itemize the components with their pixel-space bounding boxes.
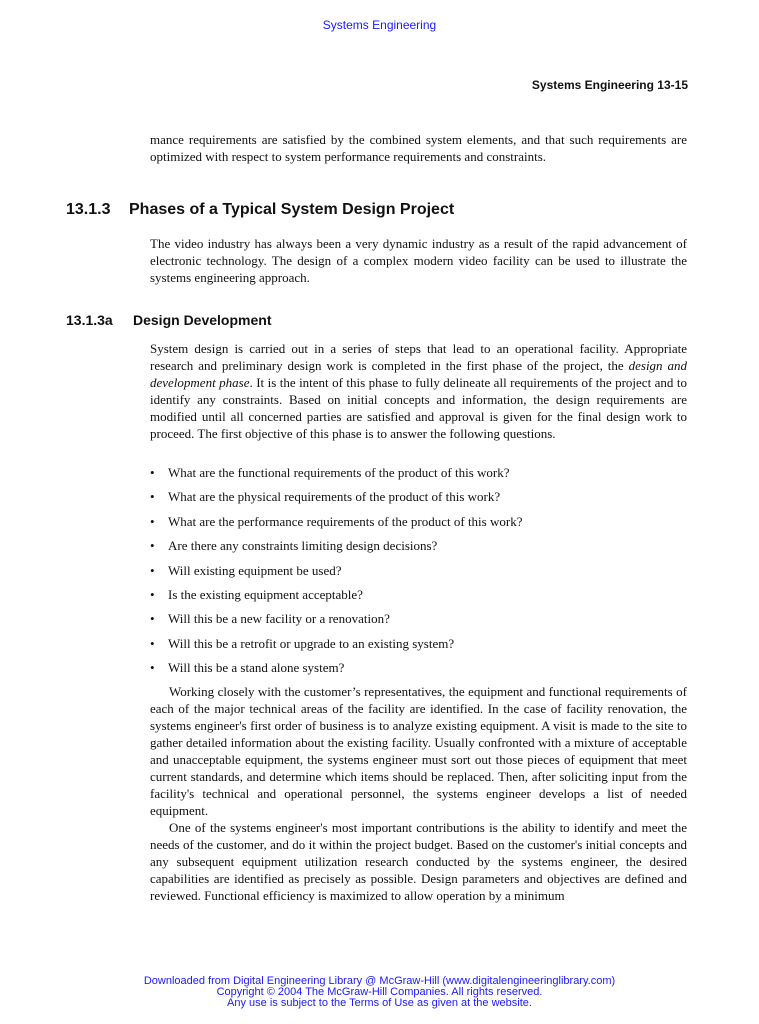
list-item xyxy=(150,513,687,537)
list-item-text: Will this be a stand alone system? xyxy=(168,660,345,676)
para-after-italic: . It is the intent of this phase to fully delineate all requirements of the project and to identify any constraints. Based on initial concepts and information, the design requirements are modified until all concerned parties are satisfied and approval is given for the final design work to proceed. The first objective of this phase is to answer the following questions. xyxy=(150,375,687,441)
list-item-text: Will existing equipment be used? xyxy=(168,562,342,578)
bullet-icon: • xyxy=(150,635,155,651)
list-item-text: What are the performance requirements of the product of this work? xyxy=(168,513,523,529)
subsection-title: Design Development xyxy=(133,312,272,328)
footer-download-link[interactable]: Downloaded from Digital Engineering Library @ McGraw-Hill (www.digitalengineeringlibrary.com) xyxy=(143,975,616,987)
bullet-icon: • xyxy=(150,611,155,627)
footer xyxy=(0,976,759,1009)
bullet-icon: • xyxy=(150,586,155,602)
list-item xyxy=(150,488,687,512)
section-title: Phases of a Typical System Design Project xyxy=(129,201,455,218)
bullet-icon: • xyxy=(150,538,155,554)
contributions-paragraph: One of the systems engineer's most important contributions is the ability to identify and meet the needs of the customer, and do it within the project budget. Based on the customer's initial concepts and any subsequent equipment utilization research conducted by the systems engineer, the desired capabilities are identified as precisely as possible. Design parameters and objectives are defined and reviewed. Functional efficiency is maximized to allow operation by a minimum xyxy=(150,820,687,903)
continuation-paragraph xyxy=(150,131,687,165)
list-item xyxy=(150,610,687,634)
section-paragraph-text: The video industry has always been a very dynamic industry as a result of the rapid advancement of electronic technology. The design of a complex modern video facility can be used to illustrate the systems engineering approach. xyxy=(150,236,687,285)
bullet-icon: • xyxy=(150,513,155,529)
subsection-heading xyxy=(66,312,271,328)
bullet-icon: • xyxy=(150,660,155,676)
list-item-text: Will this be a new facility or a renovation? xyxy=(168,611,390,627)
list-item xyxy=(150,659,687,683)
list-item xyxy=(150,464,687,488)
list-item xyxy=(150,537,687,561)
running-head: Systems Engineering 13-15 xyxy=(531,78,688,92)
subsection-number: 13.1.3a xyxy=(66,312,113,328)
para-before-italic: System design is carried out in a series of steps that lead to an operational facility. Appropriate research and preliminary design work is completed in the first phase of the project, the xyxy=(150,341,687,373)
design-phase-emphasis: design and development phase xyxy=(150,358,687,390)
list-item xyxy=(150,562,687,586)
list-item xyxy=(150,586,687,610)
list-item-text: Will this be a retrofit or upgrade to an existing system? xyxy=(168,635,455,651)
closing-paragraphs xyxy=(150,683,687,904)
bullet-icon: • xyxy=(150,465,155,480)
section-paragraph xyxy=(150,235,687,286)
design-development-paragraph xyxy=(150,340,687,442)
bullet-icon: • xyxy=(150,562,155,578)
questions-list xyxy=(150,464,687,684)
footer-copyright: Copyright © 2004 The McGraw-Hill Companies. All rights reserved. xyxy=(216,986,543,998)
working-paragraph: Working closely with the customer’s representatives, the equipment and functional requirements of each of the major technical areas of the facility are identified. In the case of facility renovation, the systems engineer's first order of business is to analyze existing equipment. A visit is made to the site to gather detailed information about the existing facility. Usually confronted with a mixture of acceptable and unacceptable equipment, the systems engineer must sort out those pieces of equipment that meet current standards, and determine which items should be replaced. Then, after soliciting input from the facility's technical and operational personnel, the systems engineer develops a list of needed equipment. xyxy=(150,684,687,818)
footer-terms: Any use is subject to the Terms of Use as given at the website. xyxy=(227,997,532,1009)
continuation-text: mance requirements are satisfied by the combined system elements, and that such requirements are optimized with respect to system performance requirements and constraints. xyxy=(150,132,687,164)
list-item xyxy=(150,635,687,659)
design-development-text xyxy=(150,340,687,442)
bullet-icon: • xyxy=(150,489,155,505)
list-item-text: What are the physical requirements of the product of this work? xyxy=(168,489,501,505)
list-item-text: Are there any constraints limiting design decisions? xyxy=(168,538,438,554)
section-number: 13.1.3 xyxy=(66,201,111,218)
list-item-text: What are the functional requirements of the product of this work? xyxy=(168,465,510,480)
section-heading xyxy=(66,201,454,219)
top-header-link[interactable]: Systems Engineering xyxy=(322,18,437,32)
list-item-text: Is the existing equipment acceptable? xyxy=(168,586,363,602)
